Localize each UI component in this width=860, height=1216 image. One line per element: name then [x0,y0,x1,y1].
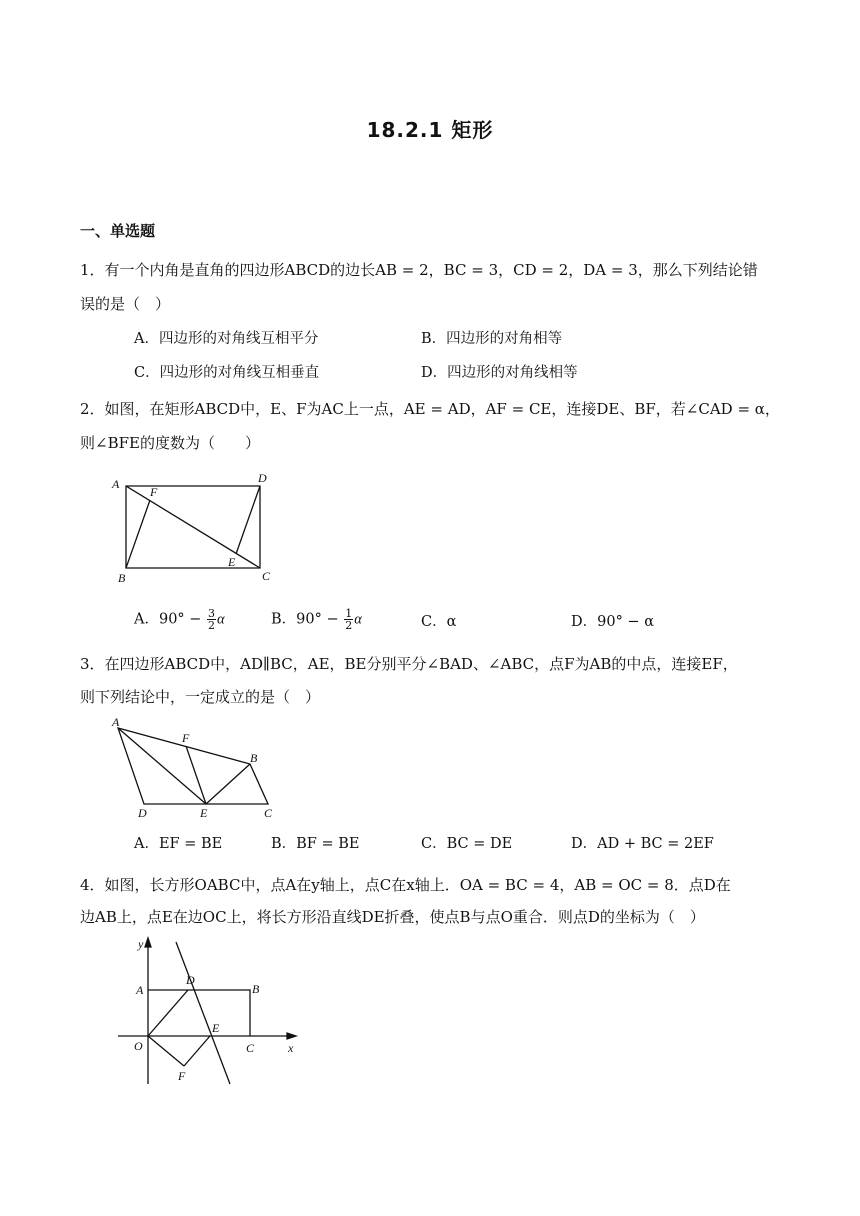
q1-option-d[interactable]: D．四边形的对角线相等 [421,365,578,381]
q2-label-f: F [150,485,158,499]
q4-x-arrow [287,1033,296,1039]
q4-segment-fe [184,1036,210,1066]
q1-option-a[interactable]: A．四边形的对角线互相平分 [134,331,319,347]
q4-label-d: D [186,973,195,987]
q2-option-d[interactable]: D．90° − α [571,614,654,630]
q2-text-line2: 则∠BFE的度数为（ ） [80,434,260,452]
q2-option-a-prefix: A．90° − [134,611,202,628]
q3-label-e: E [200,806,208,820]
q3-option-d[interactable]: D．AD + BC = 2EF [571,836,714,852]
q4-label-f: F [178,1069,186,1083]
q2-rectangle-figure [110,468,290,588]
q2-option-a-fraction [207,608,216,631]
q3-text-line1: 3．在四边形ABCD中，AD∥BC，AE，BE分别平分∠BAD、∠ABC，点F为AB的中点，连接EF， [80,655,738,673]
q4-fold-line [176,942,230,1084]
q2-option-b-prefix: B．90° − [271,611,339,628]
q3-label-d: D [138,806,147,820]
q2-label-d: D [258,471,267,485]
q3-label-a: A [112,716,120,729]
q4-label-e: E [212,1021,220,1035]
q2-option-a-denominator: 2 [208,619,216,632]
q2-segment-bf [126,500,150,568]
q2-option-a-numerator: 3 [208,607,216,620]
q2-label-b: B [118,571,126,585]
q4-text-line2: 边AB上，点E在边OC上，将长方形沿直线DE折叠，使点B与点O重合．则点D的坐标为（ ） [80,908,705,926]
q4-coordinate-figure [110,934,310,1094]
q4-label-c: C [246,1041,255,1055]
q2-text-line1: 2．如图，在矩形ABCD中，E、F为AC上一点，AE = AD，AF = CE，连接DE、BF，若∠CAD = α， [80,400,780,418]
q3-segment-be [206,764,250,804]
q4-rect-abc [148,990,250,1036]
q3-option-a[interactable]: A．EF = BE [134,836,223,852]
q4-label-y: y [138,937,144,951]
q3-option-c[interactable]: C．BC = DE [421,836,513,852]
q4-y-arrow [145,938,151,947]
q4-label-b: B [252,982,260,996]
page-title: 18.2.1 矩形 [366,118,494,142]
q2-option-c[interactable]: C．α [421,614,457,630]
q2-diagonal-ac [126,486,260,568]
q4-segment-of [148,1036,184,1066]
q2-option-b[interactable] [271,608,362,631]
q1-option-c[interactable]: C．四边形的对角线互相垂直 [134,365,320,381]
q4-label-a: A [136,983,144,997]
q1-text-line2: 误的是（ ） [80,295,171,313]
q2-option-b-fraction [344,608,353,631]
section-heading: 一、单选题 [80,222,156,240]
q2-label-a: A [112,477,120,491]
q3-label-f: F [182,731,190,745]
q2-option-b-suffix: α [354,611,362,628]
q3-label-b: B [250,751,258,765]
q2-option-a[interactable] [134,608,225,631]
q4-label-x: x [288,1041,294,1055]
q1-option-b[interactable]: B．四边形的对角相等 [421,331,563,347]
q3-quadrilateral-figure [108,716,288,824]
q3-label-c: C [264,806,273,820]
q2-label-c: C [262,569,271,583]
q2-option-a-suffix: α [217,611,225,628]
q4-text-line1: 4．如图，长方形OABC中，点A在y轴上，点C在x轴上．OA = BC = 4，AB = OC = 8．点D在 [80,876,731,894]
q2-segment-de [236,486,260,554]
q4-segment-od [148,990,188,1036]
q2-option-b-numerator: 1 [345,607,353,620]
q2-option-b-denominator: 2 [345,619,353,632]
q1-text-line1: 1．有一个内角是直角的四边形ABCD的边长AB = 2，BC = 3，CD = 2，DA = 3，那么下列结论错 [80,261,758,279]
q4-label-o: O [134,1039,143,1053]
q3-option-b[interactable]: B．BF = BE [271,836,360,852]
q2-label-e: E [228,555,236,569]
q3-text-line2: 则下列结论中，一定成立的是（ ） [80,688,321,706]
